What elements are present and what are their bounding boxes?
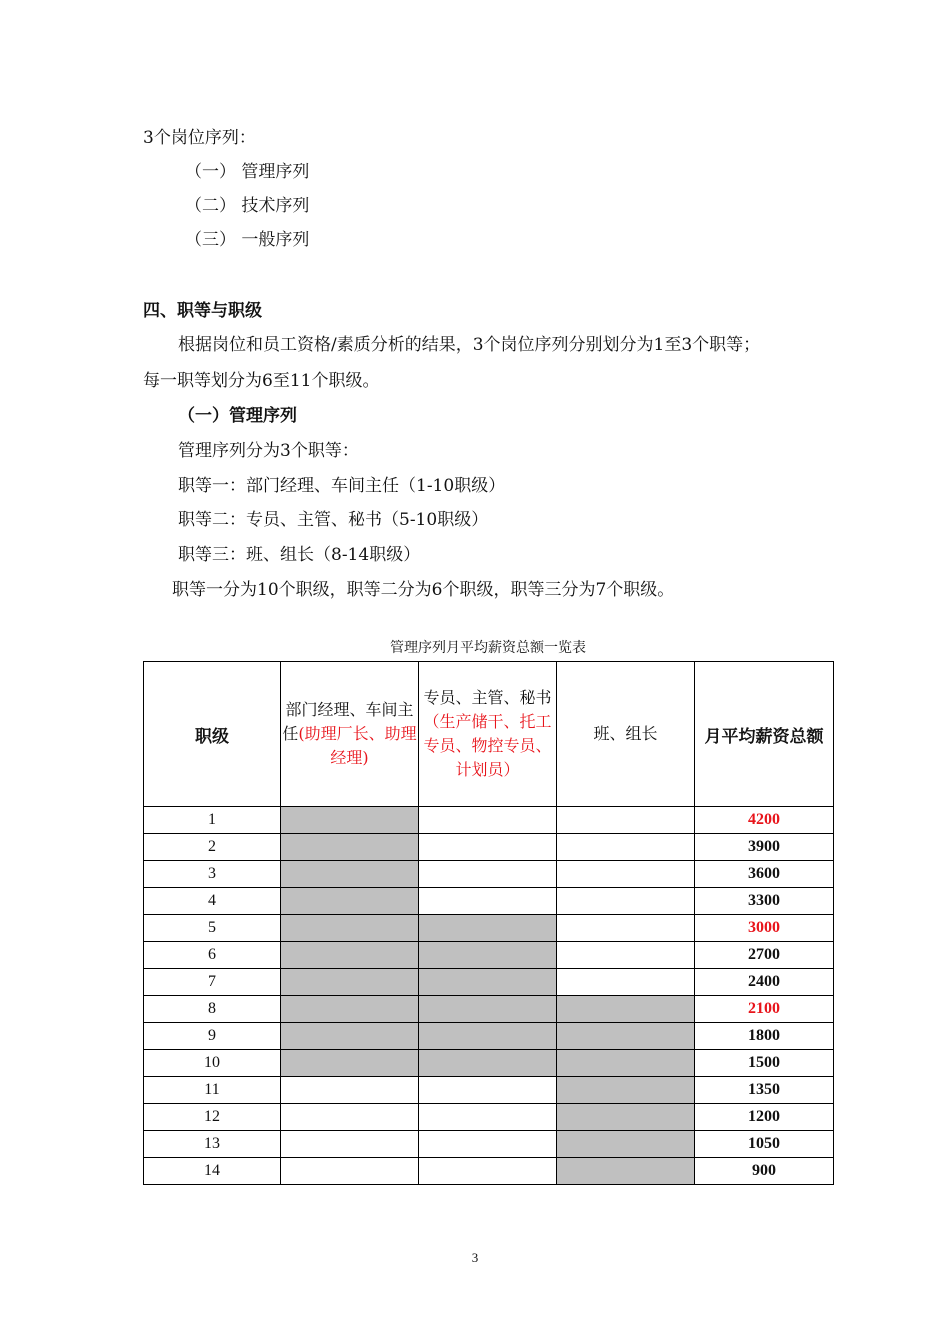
dept-manager-cell [281, 888, 419, 915]
specialist-cell [419, 1131, 557, 1158]
team-leader-cell [557, 861, 695, 888]
salary-table [143, 661, 834, 1185]
team-leader-cell [557, 942, 695, 969]
specialist-cell [419, 807, 557, 834]
dept-manager-cell [281, 915, 419, 942]
section-paragraph-2: 每一职等划分为6至11个职级。 [143, 371, 380, 391]
salary-cell: 1350 [695, 1077, 834, 1104]
rank-cell: 13 [144, 1131, 281, 1158]
specialist-cell [419, 834, 557, 861]
team-leader-cell [557, 834, 695, 861]
specialist-cell [419, 1050, 557, 1077]
salary-cell: 1800 [695, 1023, 834, 1050]
rank-cell: 6 [144, 942, 281, 969]
grade-three: 职等三：班、组长（8-14职级） [178, 545, 421, 565]
rank-cell: 9 [144, 1023, 281, 1050]
dept-manager-cell [281, 807, 419, 834]
salary-cell: 3000 [695, 915, 834, 942]
team-leader-cell [557, 888, 695, 915]
rank-cell: 7 [144, 969, 281, 996]
header-team-leader: 班、组长 [557, 662, 695, 807]
table-row [144, 1158, 834, 1185]
header-specialist-note: （生产储干、托工专员、物控专员、计划员） [423, 712, 552, 779]
subsection-title: （一）管理序列 [178, 406, 297, 426]
dept-manager-cell [281, 942, 419, 969]
header-dept-manager-note: (助理厂长、助理经理) [298, 724, 417, 767]
specialist-cell [419, 915, 557, 942]
intro-heading: 3个岗位序列： [143, 128, 256, 148]
rank-cell: 3 [144, 861, 281, 888]
rank-cell: 8 [144, 996, 281, 1023]
dept-manager-cell [281, 1104, 419, 1131]
header-salary: 月平均薪资总额 [695, 662, 834, 807]
specialist-cell [419, 861, 557, 888]
salary-cell: 2700 [695, 942, 834, 969]
team-leader-cell [557, 1131, 695, 1158]
table-row [144, 861, 834, 888]
dept-manager-cell [281, 969, 419, 996]
table-caption: 管理序列月平均薪资总额一览表 [390, 640, 586, 656]
grade-summary: 职等一分为10个职级，职等二分为6个职级，职等三分为7个职级。 [172, 580, 675, 600]
table-row [144, 915, 834, 942]
specialist-cell [419, 969, 557, 996]
rank-cell: 5 [144, 915, 281, 942]
salary-cell: 900 [695, 1158, 834, 1185]
table-row [144, 1077, 834, 1104]
specialist-cell [419, 1023, 557, 1050]
header-specialist-label: 专员、主管、秘书 [423, 688, 552, 707]
table-row [144, 942, 834, 969]
specialist-cell [419, 942, 557, 969]
section-paragraph-1: 根据岗位和员工资格/素质分析的结果，3个岗位序列分别划分为1至3个职等； [178, 335, 761, 355]
header-dept-manager [281, 662, 419, 807]
table-row [144, 969, 834, 996]
dept-manager-cell [281, 1023, 419, 1050]
specialist-cell [419, 1104, 557, 1131]
team-leader-cell [557, 1104, 695, 1131]
dept-manager-cell [281, 834, 419, 861]
grade-two: 职等二：专员、主管、秘书（5-10职级） [178, 510, 489, 530]
rank-cell: 14 [144, 1158, 281, 1185]
salary-cell: 1500 [695, 1050, 834, 1077]
team-leader-cell [557, 969, 695, 996]
table-row [144, 834, 834, 861]
dept-manager-cell [281, 861, 419, 888]
salary-cell: 3300 [695, 888, 834, 915]
table-row [144, 888, 834, 915]
salary-cell: 3900 [695, 834, 834, 861]
header-dept-manager-label: 部门经理、车间主任 [282, 700, 414, 743]
table-row [144, 1131, 834, 1158]
salary-cell: 4200 [695, 807, 834, 834]
intro-item-technical: （二） 技术序列 [185, 196, 310, 216]
intro-item-general: （三） 一般序列 [185, 230, 310, 250]
header-rank: 职级 [144, 662, 281, 807]
table-row [144, 996, 834, 1023]
specialist-cell [419, 1158, 557, 1185]
dept-manager-cell [281, 1050, 419, 1077]
table-row [144, 1104, 834, 1131]
salary-cell: 2400 [695, 969, 834, 996]
table-row [144, 1023, 834, 1050]
rank-cell: 10 [144, 1050, 281, 1077]
salary-cell: 3600 [695, 861, 834, 888]
team-leader-cell [557, 807, 695, 834]
salary-cell: 2100 [695, 996, 834, 1023]
page-number: 3 [471, 1250, 479, 1265]
team-leader-cell [557, 1023, 695, 1050]
specialist-cell [419, 996, 557, 1023]
dept-manager-cell [281, 1131, 419, 1158]
rank-cell: 4 [144, 888, 281, 915]
section-title: 四、职等与职级 [143, 301, 262, 321]
intro-item-management: （一） 管理序列 [185, 162, 310, 182]
specialist-cell [419, 1077, 557, 1104]
grade-intro: 管理序列分为3个职等： [178, 441, 359, 461]
dept-manager-cell [281, 1158, 419, 1185]
header-specialist [419, 662, 557, 807]
team-leader-cell [557, 1077, 695, 1104]
rank-cell: 12 [144, 1104, 281, 1131]
rank-cell: 1 [144, 807, 281, 834]
grade-one: 职等一：部门经理、车间主任（1-10职级） [178, 476, 506, 496]
salary-cell: 1050 [695, 1131, 834, 1158]
table-row [144, 807, 834, 834]
specialist-cell [419, 888, 557, 915]
rank-cell: 2 [144, 834, 281, 861]
table-header-row [144, 662, 834, 807]
team-leader-cell [557, 996, 695, 1023]
rank-cell: 11 [144, 1077, 281, 1104]
team-leader-cell [557, 915, 695, 942]
team-leader-cell [557, 1158, 695, 1185]
dept-manager-cell [281, 1077, 419, 1104]
salary-cell: 1200 [695, 1104, 834, 1131]
dept-manager-cell [281, 996, 419, 1023]
team-leader-cell [557, 1050, 695, 1077]
table-row [144, 1050, 834, 1077]
